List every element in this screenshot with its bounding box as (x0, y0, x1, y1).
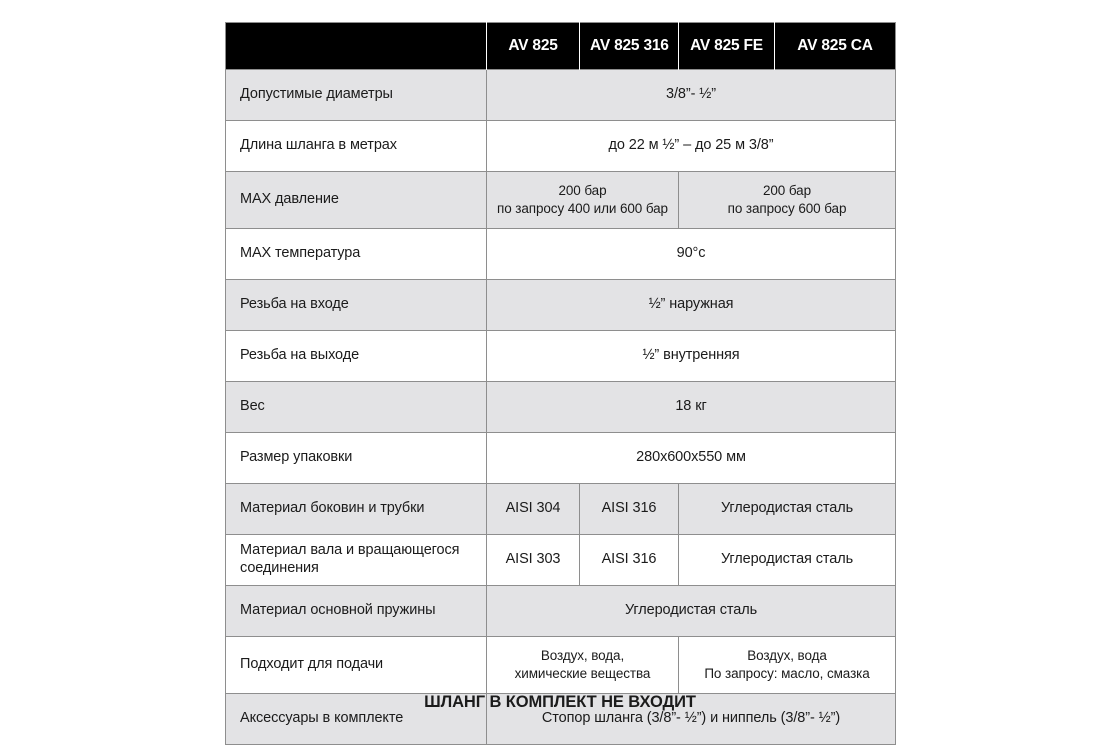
row-label: Длина шланга в метрах (226, 121, 487, 172)
table-row (226, 331, 896, 382)
table-row (226, 535, 896, 586)
row-label: Материал вала и вращающегося соединения (226, 535, 487, 586)
row-value-line: По запросу: масло, смазка (704, 665, 870, 681)
row-value: AISI 316 (580, 535, 679, 586)
row-value: до 22 м ½” – до 25 м 3/8” (487, 121, 896, 172)
row-value: Стопор шланга (3/8”- ½”) и ниппель (3/8”- ½”) (487, 694, 896, 745)
table-row (226, 229, 896, 280)
row-label: Резьба на выходе (226, 331, 487, 382)
row-label: MAX температура (226, 229, 487, 280)
row-label: Материал основной пружины (226, 586, 487, 637)
row-value (487, 172, 679, 229)
row-value: 3/8”- ½” (487, 70, 896, 121)
row-value-line: по запросу 400 или 600 бар (497, 200, 668, 216)
header-col-av825: AV 825 (487, 23, 580, 70)
row-label: Допустимые диаметры (226, 70, 487, 121)
specification-table (225, 22, 896, 745)
header-col-av825-316: AV 825 316 (580, 23, 679, 70)
header-col-av825-fe: AV 825 FE (679, 23, 775, 70)
row-label: Резьба на входе (226, 280, 487, 331)
row-value: ½” внутренняя (487, 331, 896, 382)
footer-note: ШЛАНГ В КОМПЛЕКТ НЕ ВХОДИТ (424, 693, 696, 711)
row-value (679, 172, 896, 229)
row-value-line: Воздух, вода (747, 647, 827, 663)
row-value (487, 637, 679, 694)
row-label: Материал боковин и трубки (226, 484, 487, 535)
row-label: Подходит для подачи (226, 637, 487, 694)
row-value-line: 200 бар (558, 182, 607, 198)
table-body (226, 70, 896, 745)
row-label: Вес (226, 382, 487, 433)
header-label-cell (226, 23, 487, 70)
row-value: AISI 316 (580, 484, 679, 535)
row-value: Углеродистая сталь (679, 484, 896, 535)
header-col-av825-ca: AV 825 CA (775, 23, 896, 70)
row-value-line: химические вещества (514, 665, 651, 681)
table-row (226, 382, 896, 433)
table-header (226, 23, 896, 70)
table-row (226, 280, 896, 331)
row-value: 18 кг (487, 382, 896, 433)
row-value-line: 200 бар (762, 182, 811, 198)
row-value: ½” наружная (487, 280, 896, 331)
row-value: AISI 303 (487, 535, 580, 586)
table-header-row (226, 23, 896, 70)
row-value: AISI 304 (487, 484, 580, 535)
table-row (226, 586, 896, 637)
table-row (226, 484, 896, 535)
table-row (226, 70, 896, 121)
table-row (226, 433, 896, 484)
row-label: MAX давление (226, 172, 487, 229)
row-value: Углеродистая сталь (679, 535, 896, 586)
row-value: Углеродистая сталь (487, 586, 896, 637)
row-value: 280x600x550 мм (487, 433, 896, 484)
specification-table-container (225, 22, 895, 745)
row-value-line: Воздух, вода, (540, 647, 625, 663)
table-row (226, 172, 896, 229)
row-label: Аксессуары в комплекте (226, 694, 487, 745)
row-label: Размер упаковки (226, 433, 487, 484)
row-value: 90°с (487, 229, 896, 280)
table-row (226, 637, 896, 694)
table-row (226, 121, 896, 172)
row-value (679, 637, 896, 694)
row-value-line: по запросу 600 бар (727, 200, 847, 216)
